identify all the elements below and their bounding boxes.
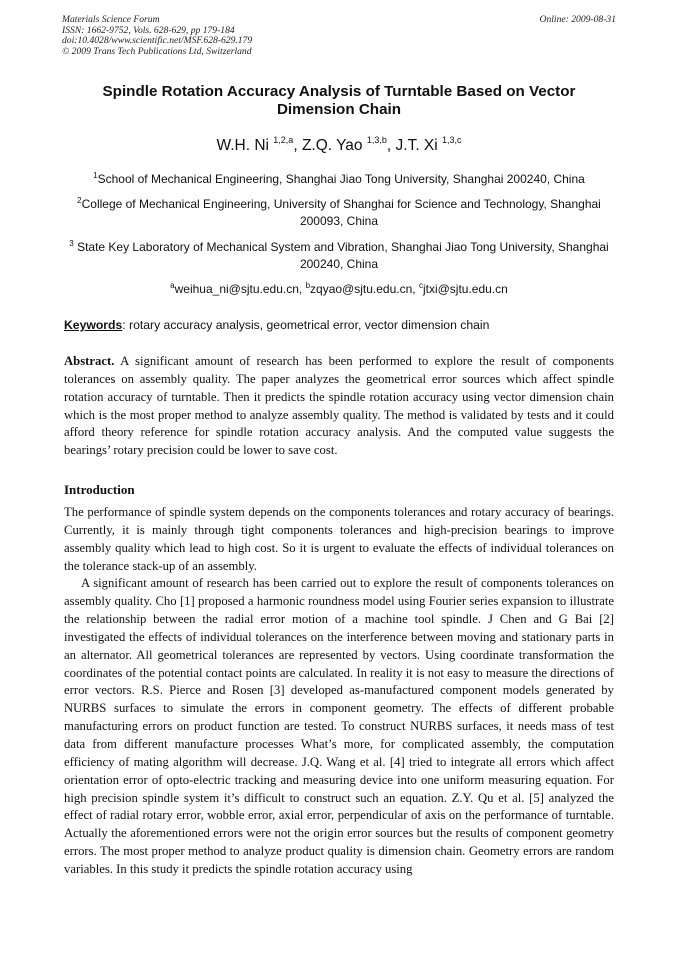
affiliation-3: [64, 235, 614, 273]
affiliation-2: [64, 192, 614, 230]
affiliation-text: School of Mechanical Engineering, Shanghai Jiao Tong University, Shanghai 200240, China: [97, 172, 585, 186]
online-date: Online: 2009-08-31: [539, 14, 616, 25]
author-sup: 1,2,a: [273, 135, 294, 145]
email-sup: b: [305, 281, 311, 290]
abstract: [64, 353, 614, 460]
email-link[interactable]: jtxi@sjtu.edu.cn: [422, 282, 508, 296]
affiliation-sup: 2: [77, 196, 82, 205]
journal-header: [62, 15, 616, 57]
paragraph: The performance of spindle system depends on the components tolerances and rotary accuracy of bearings. Currently, it is mainly through tight components tolerances and high-precision bearings to improve assembly quality which lead to high cost. So it is urgent to evaluate the effects of individual tolerances on the tolerance stack-up of an assembly.: [64, 505, 614, 573]
affiliation-sup: 1: [93, 171, 98, 180]
author-sup: 1,3,c: [442, 135, 462, 145]
abstract-label: Abstract.: [64, 354, 115, 368]
keywords-text: : rotary accuracy analysis, geometrical error, vector dimension chain: [122, 318, 490, 332]
author-list: [64, 131, 614, 156]
copyright-line: © 2009 Trans Tech Publications Ltd, Switzerland: [62, 45, 252, 57]
author-name: Z.Q. Yao: [301, 137, 363, 155]
affiliation-sup: 3: [69, 239, 74, 248]
affiliation-1: [64, 167, 614, 188]
author-sup: 1,3,b: [366, 135, 387, 145]
affiliation-text: College of Mechanical Engineering, University of Shanghai for Science and Technology, Shanghai 200093, China: [81, 197, 601, 228]
keywords: [64, 317, 614, 333]
author-separator: ,: [293, 137, 302, 155]
paragraph: A significant amount of research has been carried out to explore the result of components tolerances on assembly quality. Cho [1] proposed a harmonic roundness model using Fourier series expansion to illustrate the relationship between the radial error motion of a machine tool spindle. J Chen and G Bai [2] investigated the effects of individual tolerances on the interference between moving and stationary parts in an alternator. All geometrical tolerances are represented by vectors. Using coordinate transformation the coordinates of the potential contact points are calculated. In reality it is not easy to measure the directions of error vectors. R.S. Pierce and Rosen [3] developed as-manufactured component models generated by NURBS surfaces to simulate the errors in component geometry. The effects of different probable manufacturing errors on product function are tested. To construct NURBS surfaces, it needs mass of test data from different manufacture processes What’s more, for complicated assembly, the computation efficiency of mating algorithm will decrease. J.Q. Wang et al. [4] tried to integrate all errors which affect orientation error of opto-electric tracking and measuring device into one uniform measuring equation. For high precision spindle system it’s difficult to construct such an equation. Z.Y. Qu et al. [5] analyzed the effect of radial rotary error, wobble error, axial error, perpendicular of axis on the performance of turntable. Actually the aforementioned errors were not the origin error sources but the results of component geometry errors. The most proper method to analyze product quality is dimension chain. Geometry errors are random variables. In this study it predicts the spindle rotation accuracy using: [64, 576, 614, 876]
issn-line: ISSN: 1662-9752, Vols. 628-629, pp 179-184: [62, 24, 235, 36]
introduction-body: [64, 504, 614, 879]
section-heading: Introduction: [64, 482, 135, 497]
email-link[interactable]: weihua_ni@sjtu.edu.cn,: [174, 282, 306, 296]
keywords-label: Keywords: [64, 318, 123, 332]
email-link[interactable]: zqyao@sjtu.edu.cn,: [310, 282, 419, 296]
email-list: [64, 277, 614, 298]
author-name: W.H. Ni: [216, 137, 269, 155]
doi-line: doi:10.4028/www.scientific.net/MSF.628-629.179: [62, 35, 253, 47]
email-sup: a: [170, 281, 175, 290]
paper-title: Spindle Rotation Accuracy Analysis of Turntable Based on Vector Dimension Chain: [102, 83, 576, 118]
journal-name: Materials Science Forum: [62, 14, 160, 25]
email-sup: c: [418, 281, 423, 290]
affiliation-text: State Key Laboratory of Mechanical System and Vibration, Shanghai Jiao Tong University, Shanghai 200240, China: [73, 240, 609, 271]
author-separator: ,: [386, 137, 396, 155]
author-name: J.T. Xi: [395, 137, 438, 155]
abstract-text: A significant amount of research has been performed to explore the result of components tolerances on assembly quality. The paper analyzes the geometrical error sources which affect spindle rotation accuracy of turntable. Then it predicts the spindle rotation accuracy using vector dimension chain which is the most proper method to analyze assembly quality. The method is validated by tests and it could afford theory reference for spindle rotation accuracy analysis. And the computed value suggests the bearings’ rotary precision could be lower to save cost.: [64, 354, 614, 458]
